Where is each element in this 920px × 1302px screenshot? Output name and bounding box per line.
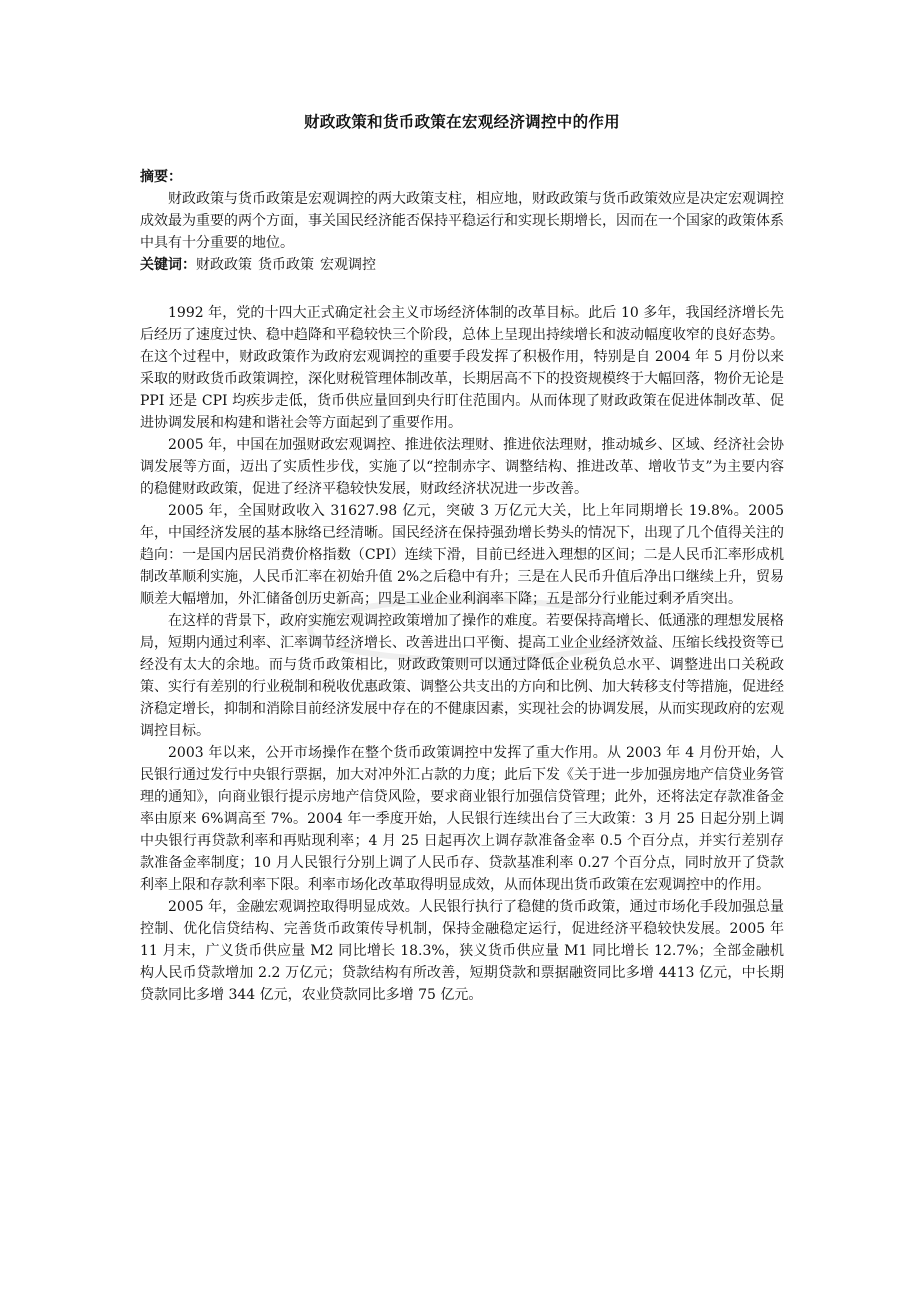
body-paragraph: 2005 年，中国在加强财政宏观调控、推进依法理财、推进依法理财，推动城乡、区域、经济社会协调发展等方面，迈出了实质性步伐，实施了以“控制赤字、调整结构、推进改革、增收节支”为主要内容的稳健财政政策，促进了经济平稳较快发展，财政经济状况进一步改善。 — [140, 437, 784, 497]
keywords-line — [140, 254, 784, 276]
keyword-item: 宏观调控 — [320, 257, 376, 273]
body-paragraph: 在这样的背景下，政府实施宏观调控政策增加了操作的难度。若要保持高增长、低通涨的理想发展格局，短期内通过利率、汇率调节经济增长、改善进出口平衡、提高工业企业经济效益、压缩长线投资等已经没有太大的余地。而与货币政策相比，财政政策则可以通过降低企业税负总水平、调整进出口关税政策、实行有差别的行业税制和税收优惠政策、调整公共支出的方向和比例、加大转移支付等措施，促进经济稳定增长，抑制和消除目前经济发展中存在的不健康因素，实现社会的协调发展，从而实现政府的宏观调控目标。 — [140, 613, 784, 739]
abstract-label: 摘要： — [140, 169, 182, 185]
body-paragraph: 2003 年以来，公开市场操作在整个货币政策调控中发挥了重大作用。从 2003 年 4 月份开始，人民银行通过发行中央银行票据，加大对冲外汇占款的力度；此后下发《关于进一步加强房地产信贷业务管理的通知》，向商业银行提示房地产信贷风险，要求商业银行加强信贷管理；此外，还将法定存款准备金率由原来 6%调高至 7%。2004 年一季度开始，人民银行连续出台了三大政策：3 月 25 日起分别上调中央银行再贷款利率和再贴现利率；4 月 25 日起再次上调存款准备金率 0.5 个百分点，并实行差别存款准备金率制度；10 月人民银行分别上调了人民币存、贷款基准利率 0.27 个百分点，同时放开了贷款利率上限和存款利率下限。利率市场化改革取得明显成效，从而体现出货币政策在宏观调控中的作用。 — [140, 745, 784, 893]
keyword-item: 货币政策 — [258, 257, 314, 273]
abstract-text: 财政政策与货币政策是宏观调控的两大政策支柱，相应地，财政政策与货币政策效应是决定宏观调控成效最为重要的两个方面，事关国民经济能否保持平稳运行和实现长期增长，因而在一个国家的政策体系中具有十分重要的地位。 — [140, 191, 784, 251]
keywords-label: 关键词： — [140, 257, 196, 273]
body-paragraph: 2005 年，全国财政收入 31627.98 亿元，突破 3 万亿元大关，比上年同期增长 19.8%。2005 年，中国经济发展的基本脉络已经清晰。国民经济在保持强劲增长势头的情况下，出现了几个值得关注的趋向：一是国内居民消费价格指数（CPI）连续下滑，目前已经进入理想的区间；二是人民币汇率形成机制改革顺利实施，人民币汇率在初始升值 2%之后稳中有升；三是在人民币升值后净出口继续上升，贸易顺差大幅增加，外汇储备创历史新高；四是工业企业利润率下降；五是部分行业能过剩矛盾突出。 — [140, 503, 784, 607]
body-paragraph: 1992 年，党的十四大正式确定社会主义市场经济体制的改革目标。此后 10 多年，我国经济增长先后经历了速度过快、稳中趋降和平稳较快三个阶段，总体上呈现出持续增长和波动幅度收窄的良好态势。在这个过程中，财政政策作为政府宏观调控的重要手段发挥了积极作用，特别是自 2004 年 5 月份以来采取的财政货币政策调控，深化财税管理体制改革，长期居高不下的投资规模终于大幅回落，物价无论是 PPI 还是 CPI 均疾步走低，货币供应量回到央行盯住范围内。从而体现了财政政策在促进体制改革、促进协调发展和构建和谐社会等方面起到了重要作用。 — [140, 305, 784, 431]
document-page — [140, 110, 784, 1006]
keyword-item: 财政政策 — [196, 257, 252, 273]
document-title: 财政政策和货币政策在宏观经济调控中的作用 — [303, 113, 620, 131]
body-paragraph: 2005 年，金融宏观调控取得明显成效。人民银行执行了稳健的货币政策，通过市场化手段加强总量控制、优化信贷结构、完善货币政策传导机制，保持金融稳定运行，促进经济平稳较快发展。2005 年 11 月末，广义货币供应量 M2 同比增长 18.3%，狭义货币供应量 M1 同比增长 12.7%；全部金融机构人民币贷款增加 2.2 万亿元；贷款结构有所改善，短期贷款和票据融资同比多增 4413 亿元，中长期贷款同比多增 344 亿元，农业贷款同比多增 75 亿元。 — [140, 899, 784, 1003]
